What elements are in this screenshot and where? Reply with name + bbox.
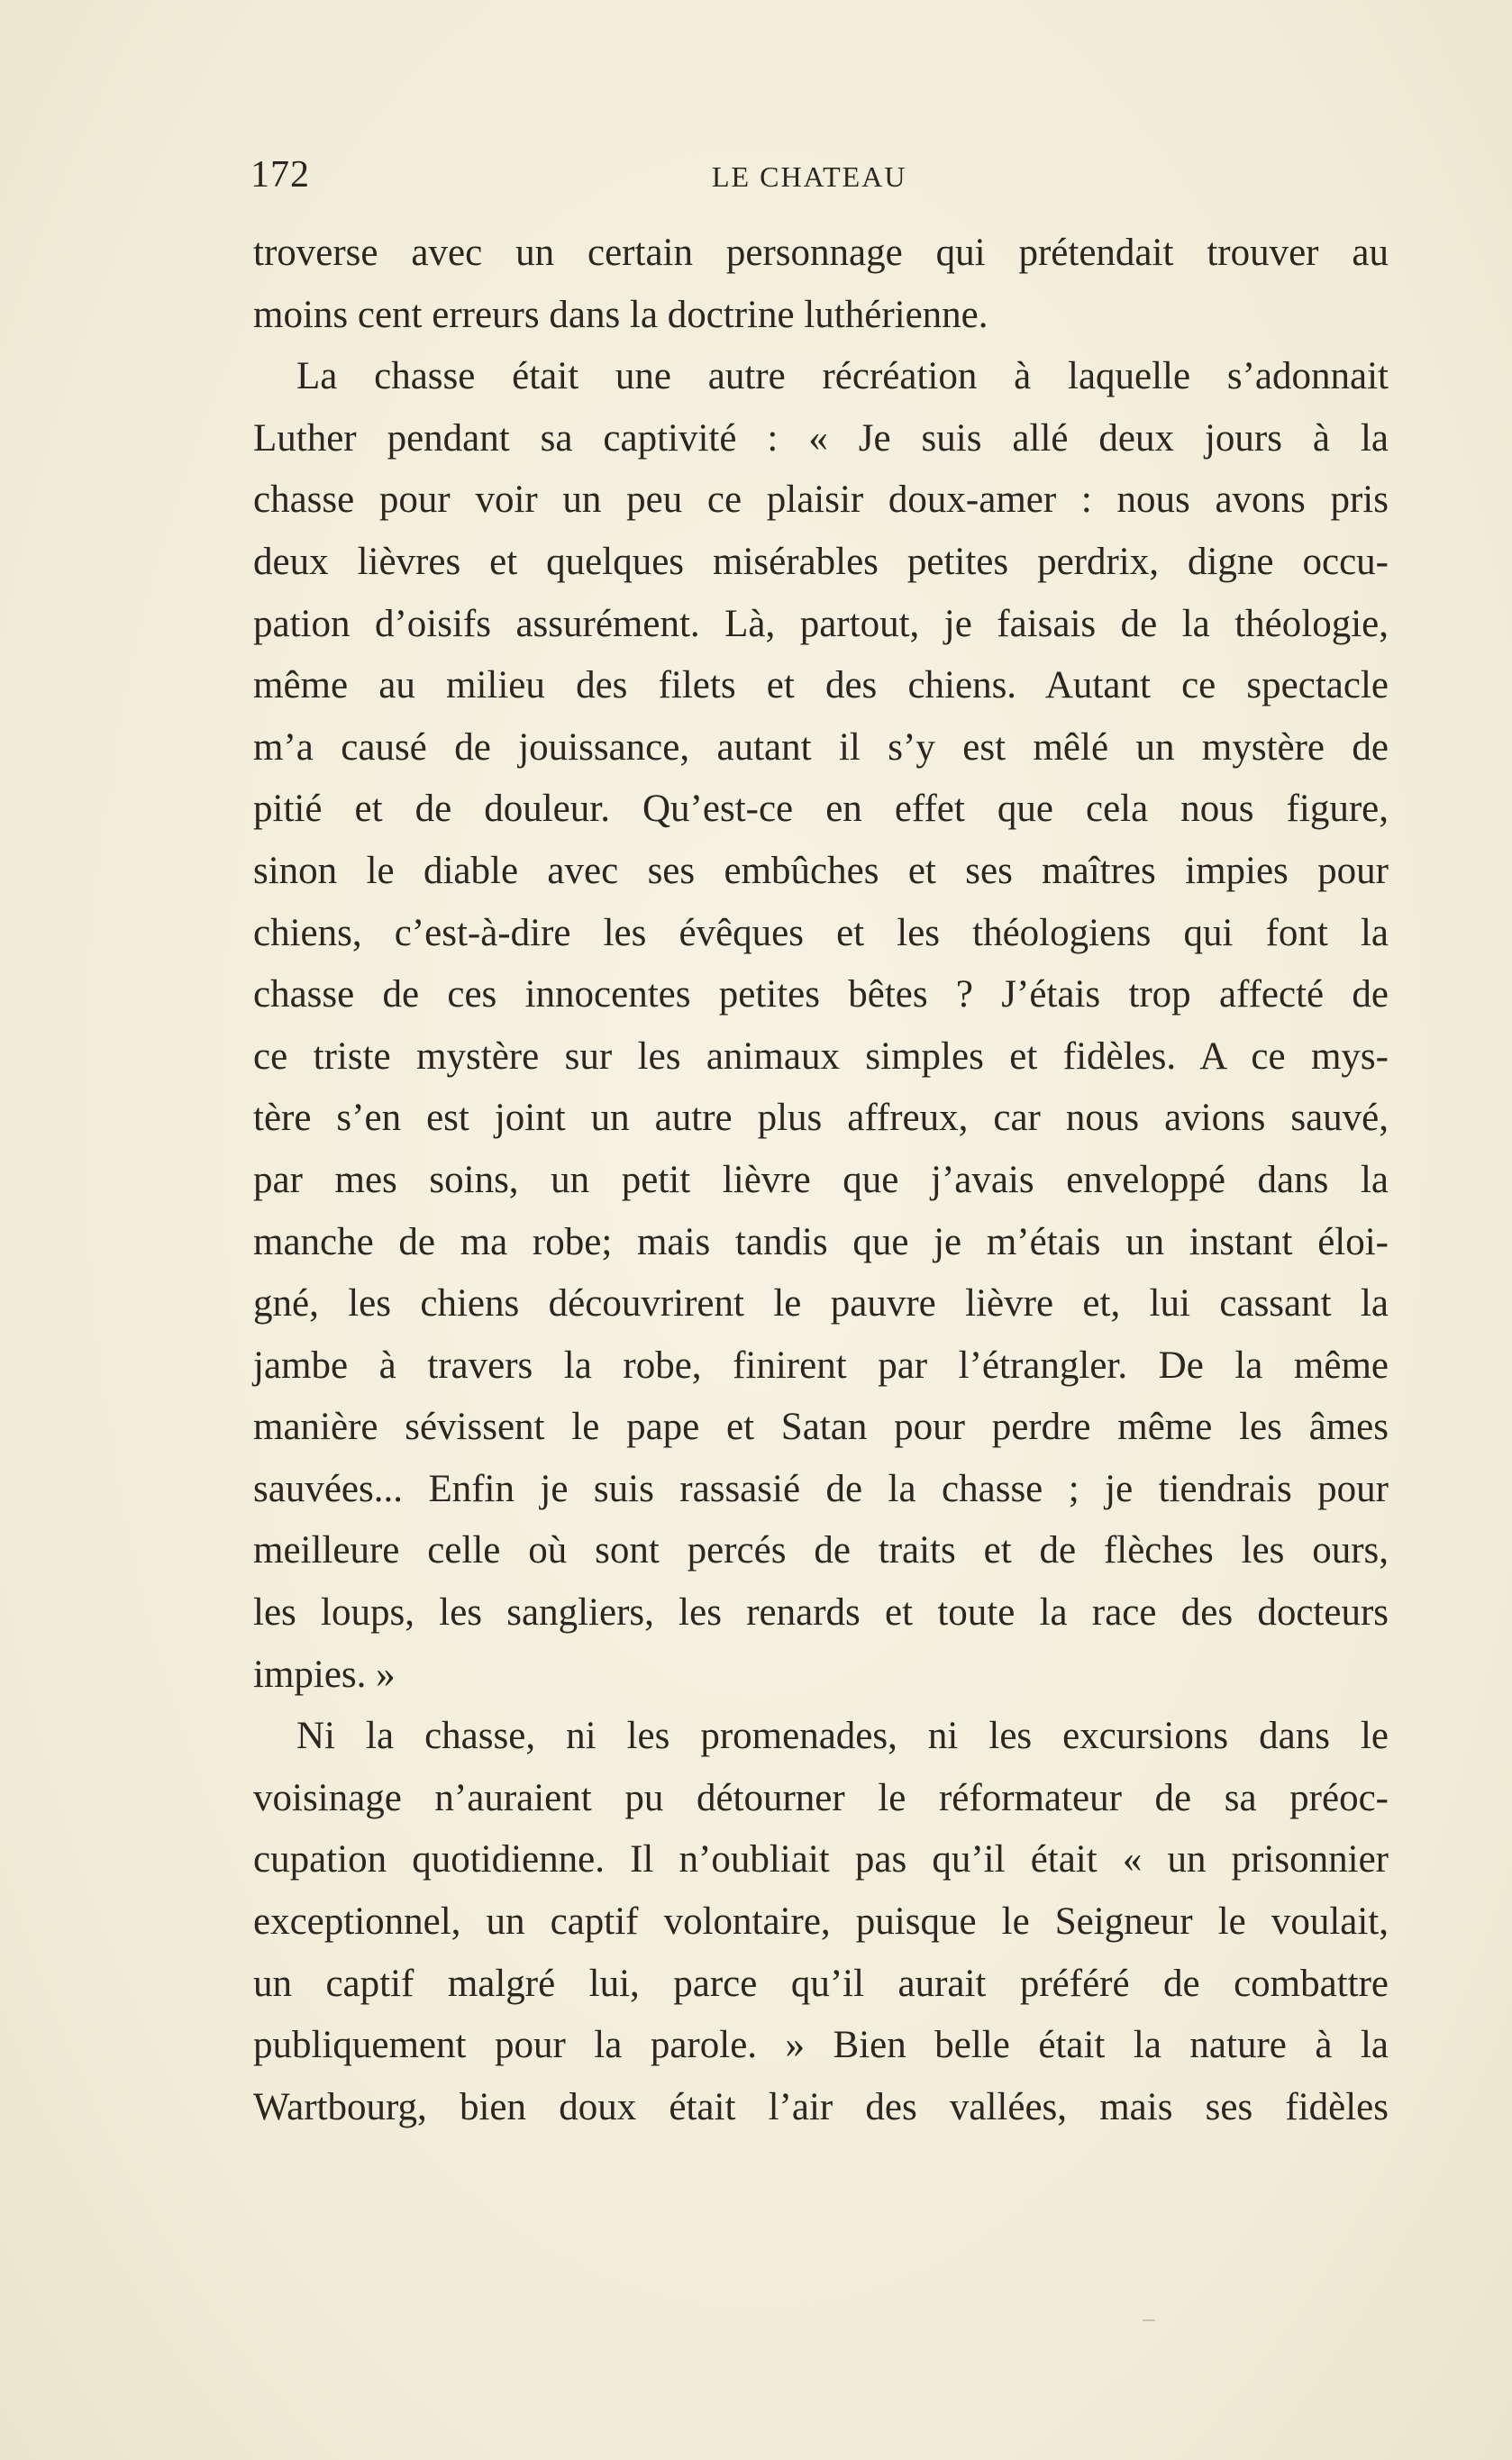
text-line: tère s’en est joint un autre plus affreux, car nous avions sauvé, (253, 1097, 1389, 1140)
body-text (253, 223, 1389, 2138)
text-line: ce triste mystère sur les animaux simples et fidèles. A ce mys- (253, 1034, 1389, 1078)
text-line: gné, les chiens découvrirent le pauvre lièvre et, lui cassant la (253, 1282, 1389, 1326)
text-line: troverse avec un certain personnage qui prétendait trouver au (253, 232, 1389, 274)
text-line: exceptionnel, un captif volontaire, puisque le Seigneur le voulait, (253, 1900, 1389, 1944)
text-line: pation d’oisifs assurément. Là, partout, je faisais de la théologie, (253, 602, 1389, 645)
text-line: Wartbourg, bien doux était l’air des vallées, mais ses fidèles (253, 2085, 1389, 2128)
text-line: publiquement pour la parole. » Bien belle était la nature à la (253, 2024, 1389, 2067)
text-line: par mes soins, un petit lièvre que j’avais enveloppé dans la (253, 1158, 1389, 1201)
text-line: voisinage n’auraient pu détourner le réformateur de sa préoc- (253, 1776, 1389, 1819)
running-head: LE CHATEAU (712, 160, 907, 193)
text-line: Luther pendant sa captivité : « Je suis allé deux jours à la (253, 416, 1389, 460)
text-line: impies. » (253, 1653, 396, 1696)
text-line: m’a causé de jouissance, autant il s’y est mêlé un mystère de (253, 725, 1389, 769)
text-line: cupation quotidienne. Il n’oubliait pas qu’il était « un prisonnier (253, 1838, 1389, 1881)
text-line: chiens, c’est-à-dire les évêques et les théologiens qui font la (253, 911, 1389, 954)
text-line: même au milieu des filets et des chiens. Autant ce spectacle (253, 664, 1389, 707)
text-line: jambe à travers la robe, finirent par l’étrangler. De la même (253, 1344, 1389, 1387)
page-mark (1143, 2319, 1155, 2321)
paragraph-start-line: Ni la chasse, ni les promenades, ni les excursions dans le (296, 1715, 1389, 1758)
page-number: 172 (250, 154, 310, 196)
text-line: pitié et de douleur. Qu’est-ce en effet que cela nous figure, (253, 788, 1389, 831)
text-line: chasse pour voir un peu ce plaisir doux-amer : nous avons pris (253, 478, 1389, 522)
text-line: sauvées... Enfin je suis rassasié de la chasse ; je tiendrais pour (253, 1467, 1389, 1510)
text-line: meilleure celle où sont percés de traits et de flèches les ours, (253, 1529, 1389, 1572)
text-line: chasse de ces innocentes petites bêtes ? J’étais trop affecté de (253, 973, 1389, 1016)
text-line: moins cent erreurs dans la doctrine luthérienne. (253, 293, 988, 336)
page-header (250, 153, 1262, 207)
text-line: un captif malgré lui, parce qu’il aurait préféré de combattre (253, 1962, 1389, 2005)
text-line: manière sévissent le pape et Satan pour perdre même les âmes (253, 1406, 1389, 1449)
text-line: sinon le diable avec ses embûches et ses maîtres impies pour (253, 849, 1389, 892)
paragraph-start-line: La chasse était une autre récréation à laquelle s’adonnait (296, 355, 1389, 398)
text-line: les loups, les sangliers, les renards et toute la race des docteurs (253, 1591, 1389, 1635)
text-line: deux lièvres et quelques misérables petites perdrix, digne occu- (253, 540, 1389, 583)
text-line: manche de ma robe; mais tandis que je m’étais un instant éloi- (253, 1220, 1389, 1263)
